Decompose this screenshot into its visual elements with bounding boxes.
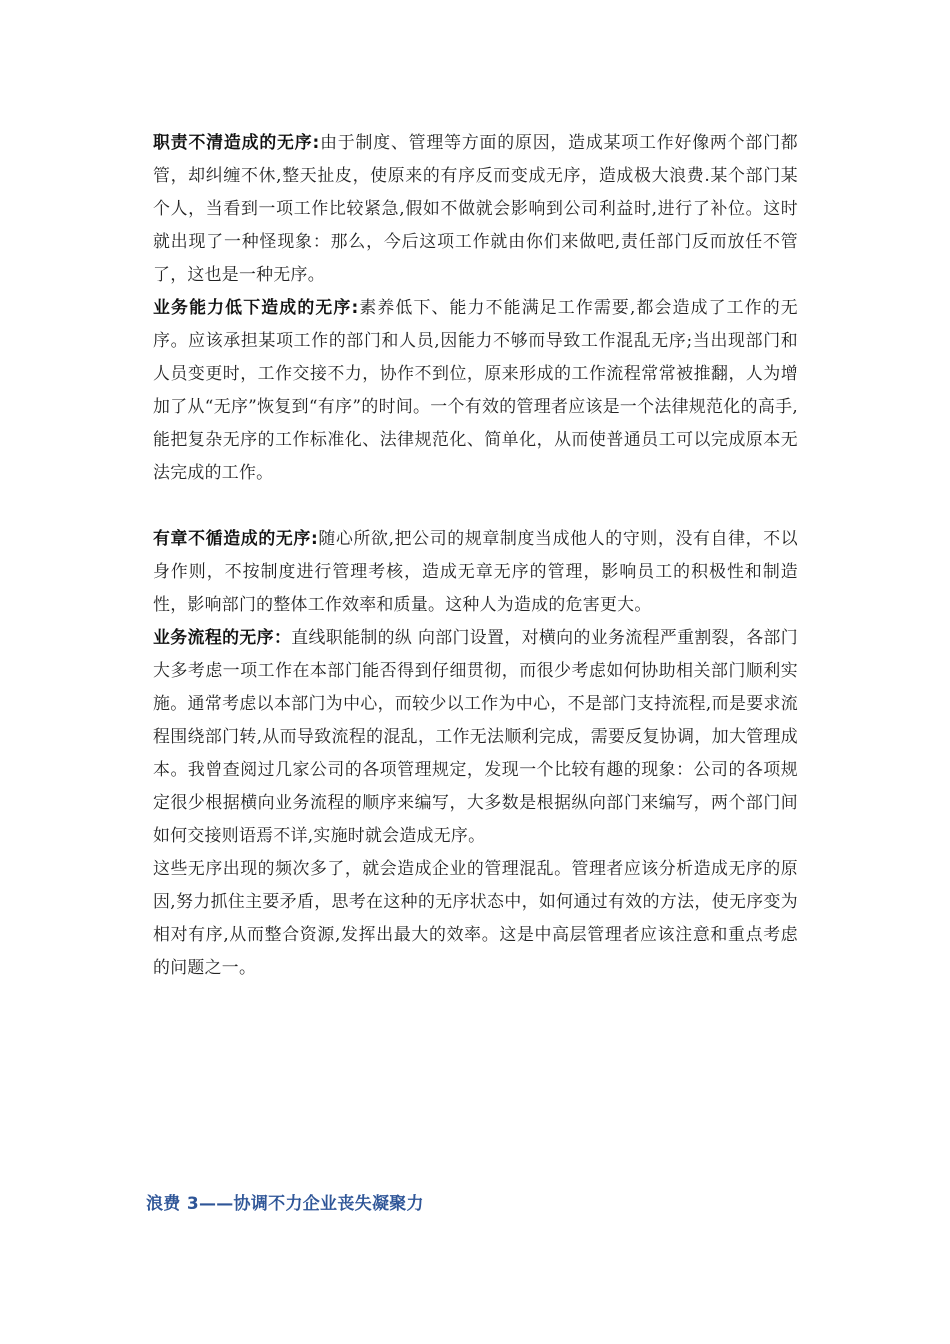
paragraph-rules-ignored bbox=[153, 522, 798, 621]
paragraph-text: 这些无序出现的频次多了，就会造成企业的管理混乱。管理者应该分析造成无序的原因,努力抓住主要矛盾，思考在这种的无序状态中，如何通过有效的方法，使无序变为相对有序,从而整合资源,发挥出最大的效率。这是中高层管理者应该注意和重点考虑的问题之一。 bbox=[153, 858, 798, 977]
document-body bbox=[153, 126, 798, 984]
paragraph-text: 直线职能制的纵 向部门设置，对横向的业务流程严重割裂，各部门大多考虑一项工作在本部门能否得到仔细贯彻，而很少考虑如何协助相关部门顺利实施。通常考虑以本部门为中心，而较少以工作为中心，不是部门支持流程,而是要求流程围绕部门转,从而导致流程的混乱，工作无法顺利完成，需要反复协调，加大管理成本。我曾查阅过几家公司的各项管理规定，发现一个比较有趣的现象：公司的各项规定很少根据横向业务流程的顺序来编写，大多数是根据纵向部门来编写，两个部门间如何交接则语焉不详,实施时就会造成无序。 bbox=[153, 627, 798, 845]
paragraph-process-disorder bbox=[153, 621, 798, 852]
section-heading: 浪费 3——协调不力企业丧失凝聚力 bbox=[146, 1194, 424, 1214]
paragraph-lead: 有章不循造成的无序: bbox=[153, 528, 319, 548]
paragraph-unclear-duties bbox=[153, 126, 798, 291]
paragraph-lead: 业务流程的无序： bbox=[153, 627, 292, 647]
paragraph-low-capability bbox=[153, 291, 798, 489]
blank-line bbox=[153, 489, 798, 522]
paragraph-text: 随心所欲,把公司的规章制度当成他人的守则，没有自律，不以身作则，不按制度进行管理考核，造成无章无序的管理，影响员工的积极性和制造性，影响部门的整体工作效率和质量。这种人为造成的危害更大。 bbox=[153, 528, 798, 614]
paragraph-conclusion bbox=[153, 852, 798, 984]
paragraph-lead: 职责不清造成的无序: bbox=[153, 132, 320, 152]
paragraph-lead: 业务能力低下造成的无序: bbox=[153, 297, 359, 317]
paragraph-text: 素养低下、能力不能满足工作需要,都会造成了工作的无序。应该承担某项工作的部门和人员,因能力不够而导致工作混乱无序;当出现部门和人员变更时，工作交接不力，协作不到位，原来形成的工作流程常常被推翻，人为增加了从“无序”恢复到“有序”的时间。一个有效的管理者应该是一个法律规范化的高手,能把复杂无序的工作标准化、法律规范化、简单化，从而使普通员工可以完成原本无法完成的工作。 bbox=[153, 297, 798, 482]
paragraph-text: 由于制度、管理等方面的原因，造成某项工作好像两个部门都管，却纠缠不休,整天扯皮，使原来的有序反而变成无序，造成极大浪费.某个部门某个人，当看到一项工作比较紧急,假如不做就会影响到公司利益时,进行了补位。这时就出现了一种怪现象：那么，今后这项工作就由你们来做吧,责任部门反而放任不管了，这也是一种无序。 bbox=[153, 132, 798, 284]
